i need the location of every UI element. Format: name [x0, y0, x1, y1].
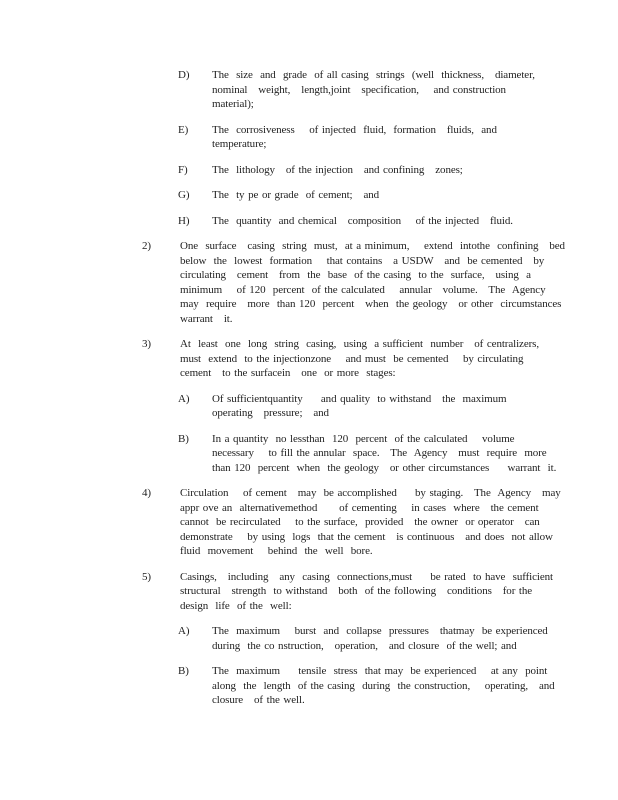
list-item: [0, 239, 618, 326]
item-text: [212, 392, 548, 421]
list-item: [0, 214, 618, 229]
text-line: The lithology of the injection and confining zones;: [212, 163, 463, 176]
item-label: 3): [142, 338, 151, 350]
text-line: The ty pe or grade of cement; and: [212, 189, 380, 201]
text-line: The corrosiveness of injected fluid, formation fluids, and: [212, 123, 497, 136]
document-body: [0, 68, 618, 719]
text-line: below the lowest formation that contains a USDW and be cemented by: [180, 254, 545, 267]
item-label: E): [178, 123, 189, 136]
text-line: The quantity and chemical composition of the injected fluid.: [212, 214, 513, 227]
item-text: [212, 624, 548, 653]
text-line: One surface casing string must, at a minimum, extend intothe confining bed: [180, 240, 565, 252]
list-item: [0, 123, 618, 152]
item-label: D): [178, 69, 190, 81]
text-line: The maximum tensile stress that may be experienced at any point: [212, 665, 548, 677]
text-line: must extend to the injectionzone and must be cemented by circulating: [180, 352, 524, 365]
list-item: [0, 570, 618, 614]
text-line: along the length of the casing during the construction, operating, and: [212, 679, 555, 692]
text-line: during the co nstruction, operation, and closure of the well; and: [212, 639, 517, 652]
text-line: In a quantity no lessthan 120 percent of the calculated volume: [212, 432, 515, 445]
text-line: cement to the surfacein one or more stages:: [180, 367, 396, 379]
list-item: [0, 68, 618, 112]
text-line: than 120 percent when the geology or other circumstances warrant it.: [212, 461, 557, 474]
list-item: [0, 624, 618, 653]
list-item: [0, 432, 618, 476]
text-line: warrant it.: [180, 312, 233, 325]
item-label: 5): [142, 570, 151, 583]
item-text: [212, 188, 548, 203]
text-line: nominal weight, length,joint specification, and construction: [212, 83, 506, 96]
text-line: Circulation of cement may be accomplished by staging. The Agency may: [180, 487, 561, 499]
text-line: circulating cement from the base of the casing to the surface, using a: [180, 269, 531, 281]
item-label: A): [178, 625, 190, 637]
text-line: design life of the well:: [180, 599, 292, 612]
item-text: [212, 123, 548, 152]
text-line: fluid movement behind the well bore.: [180, 545, 373, 557]
text-line: Of sufficientquantity and quality to withstand the maximum: [212, 392, 507, 405]
item-text: [212, 664, 555, 708]
item-label: A): [178, 392, 190, 405]
list-item: [0, 163, 618, 178]
item-label: F): [178, 163, 188, 176]
item-text: [212, 214, 548, 229]
text-line: At least one long string casing, using a sufficient number of centralizers,: [180, 338, 540, 350]
item-label: B): [178, 432, 189, 445]
item-text: [212, 432, 557, 476]
text-line: material);: [212, 98, 254, 110]
item-text: [180, 570, 553, 614]
text-line: operating pressure; and: [212, 407, 329, 419]
item-label: H): [178, 214, 190, 227]
text-line: appr ove an alternativemethod of cementing in cases where the cement: [180, 501, 539, 514]
text-line: structural strength to withstand both of the following conditions for the: [180, 585, 533, 597]
item-text: [180, 337, 548, 381]
item-text: [212, 163, 548, 178]
item-text: [180, 486, 561, 559]
list-item: [0, 337, 618, 381]
item-text: [212, 68, 548, 112]
item-label: B): [178, 665, 189, 677]
text-line: temperature;: [212, 138, 267, 150]
item-label: 4): [142, 487, 151, 499]
text-line: closure of the well.: [212, 694, 305, 706]
text-line: may require more than 120 percent when the geology or other circumstances: [180, 298, 562, 310]
item-label: 2): [142, 240, 151, 252]
item-text: [180, 239, 565, 326]
text-line: minimum of 120 percent of the calculated annular volume. The Agency: [180, 283, 546, 296]
text-line: demonstrate by using logs that the cement is continuous and does not allow: [180, 530, 553, 543]
text-line: The size and grade of all casing strings (well thickness, diameter,: [212, 69, 535, 81]
text-line: necessary to fill the annular space. The Agency must require more: [212, 447, 547, 459]
list-item: [0, 486, 618, 559]
text-line: cannot be recirculated to the surface, provided the owner or operator can: [180, 516, 540, 528]
text-line: Casings, including any casing connections,must be rated to have sufficient: [180, 570, 553, 583]
item-label: G): [178, 189, 190, 201]
list-item: [0, 664, 618, 708]
list-item: [0, 188, 618, 203]
text-line: The maximum burst and collapse pressures thatmay be experienced: [212, 625, 548, 637]
list-item: [0, 392, 618, 421]
